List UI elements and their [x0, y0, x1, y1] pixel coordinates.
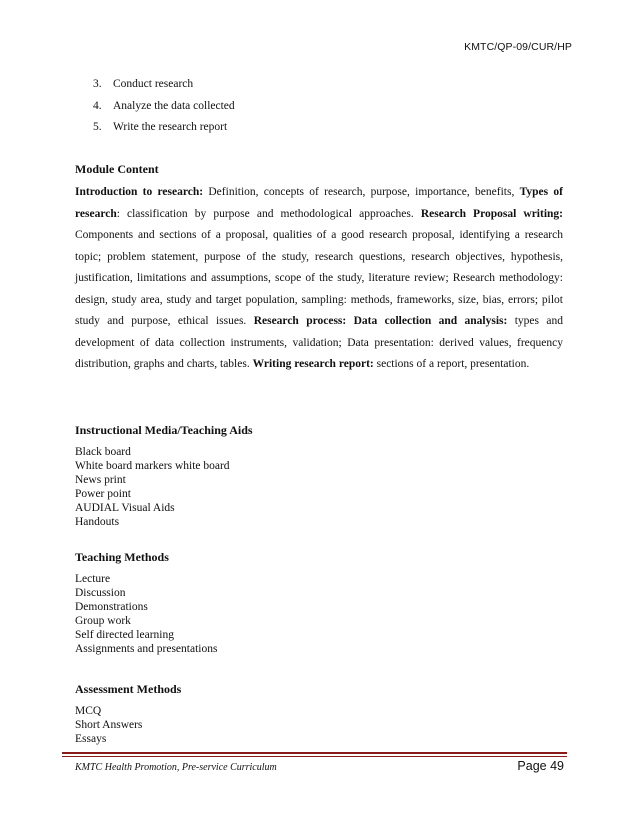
item-number: 3. [93, 78, 102, 90]
media-list [75, 445, 253, 529]
teaching-methods-section [75, 550, 217, 656]
list-item: Essays [75, 733, 107, 745]
list-item: Group work [75, 615, 131, 627]
segment-bold: Types of research [75, 186, 563, 220]
assessment-heading: Assessment Methods [75, 682, 182, 696]
assessment-section [75, 682, 181, 746]
segment-text: Components and sections of a proposal, qualities of a good research proposal, identifying a research topic; problem statement, purpose of the study, research questions, research objectives, hypothesis, justification, limitations and assumptions, scope of the study, literature review; Research methodology: design, study area, study and target population, sampling: methods, frameworks, size, bias, errors; pilot study and purpose, ethical issues. [75, 229, 563, 327]
document-code: KMTC/QP-09/CUR/HP [464, 41, 572, 53]
objectives-list [93, 74, 235, 139]
teaching-methods-list [75, 572, 217, 656]
list-item: Discussion [75, 587, 126, 599]
list-item: Power point [75, 488, 131, 500]
segment-bold: Writing research report: [252, 358, 374, 370]
item-number: 4. [93, 99, 102, 112]
segment-text: Definition, concepts of research, purpose, importance, benefits, [203, 186, 520, 198]
segment-bold: Research Proposal writing: [420, 207, 563, 220]
list-item: White board markers white board [75, 460, 230, 472]
footer-title: KMTC Health Promotion, Pre-service Curriculum [75, 762, 277, 773]
list-item: Short Answers [75, 719, 143, 731]
module-content-heading: Module Content [75, 162, 159, 176]
list-item: MCQ [75, 705, 102, 717]
segment-bold: Research process: Data collection and analysis: [253, 315, 508, 327]
teaching-methods-heading: Teaching Methods [75, 550, 169, 564]
module-content-section [75, 160, 563, 376]
segment-text: : classification by purpose and methodological approaches. [116, 207, 421, 220]
list-item: Demonstrations [75, 601, 148, 613]
media-section [75, 423, 253, 529]
media-heading: Instructional Media/Teaching Aids [75, 423, 253, 437]
list-item: Lecture [75, 573, 111, 585]
page-number: Page 49 [517, 759, 564, 773]
list-item: Assignments and presentations [75, 643, 218, 655]
segment-text: sections of a report, presentation. [373, 358, 530, 370]
list-item [93, 96, 235, 118]
list-item: News print [75, 474, 126, 486]
module-content-paragraph [75, 182, 563, 376]
footer-divider [62, 752, 567, 757]
list-item [93, 117, 235, 139]
item-text: Conduct research [113, 78, 194, 90]
list-item: AUDIAL Visual Aids [75, 502, 175, 514]
list-item: Black board [75, 446, 131, 458]
item-text: Write the research report [113, 121, 228, 133]
item-text: Analyze the data collected [113, 99, 235, 112]
list-item [93, 74, 235, 96]
segment-bold: Introduction to research: [75, 186, 204, 198]
item-number: 5. [93, 121, 102, 133]
list-item: Self directed learning [75, 629, 174, 641]
segment-text: types and development of data collection instruments, validation; Data presentation: derived values, frequency distribution, graphs and charts, tables. [75, 315, 563, 370]
list-item: Handouts [75, 516, 120, 528]
assessment-list [75, 704, 181, 746]
